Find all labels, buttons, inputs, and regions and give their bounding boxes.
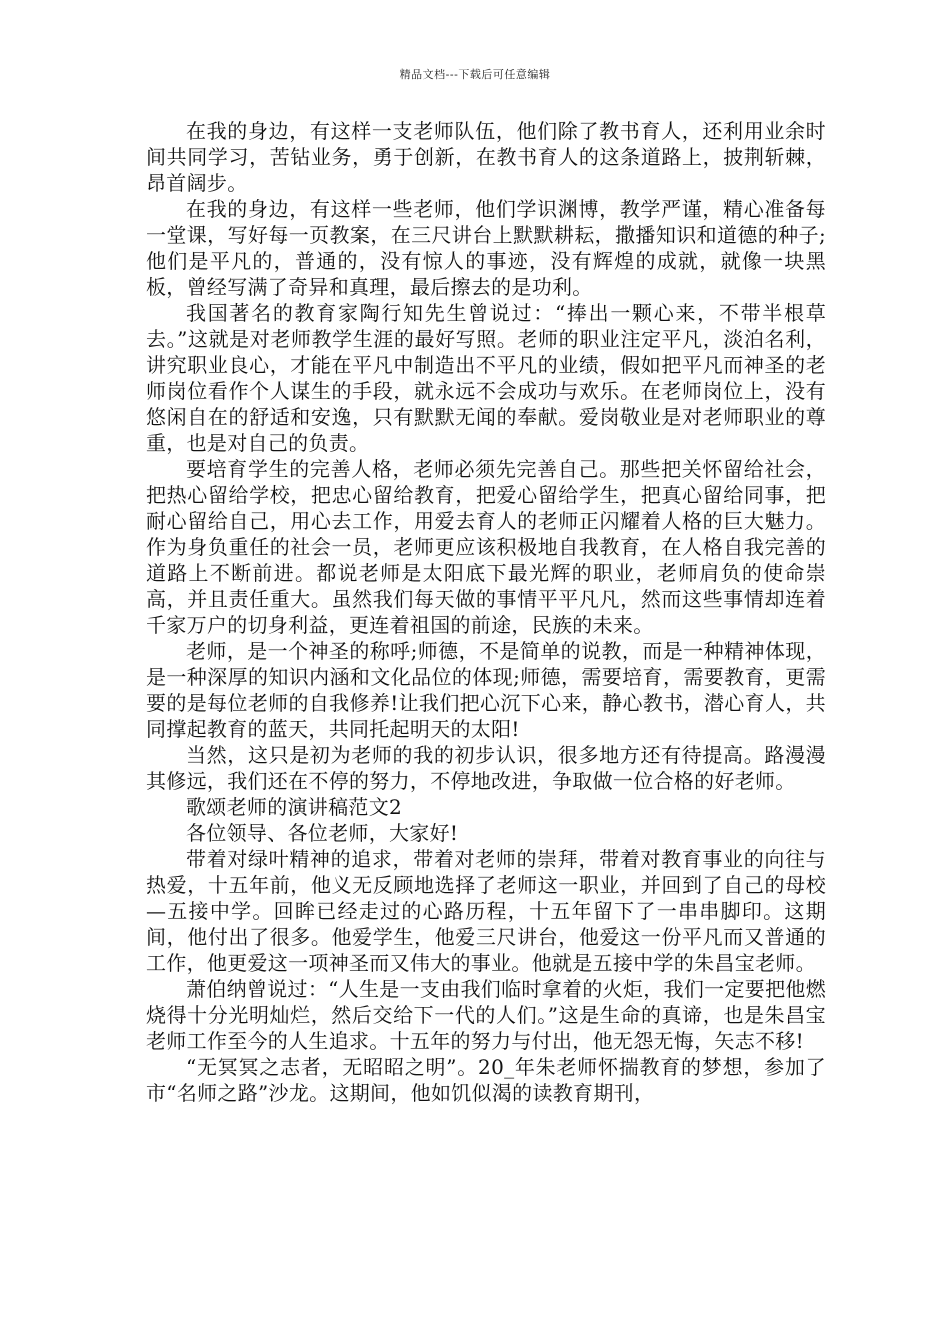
paragraph: 在我的身边，有这样一些老师，他们学识渊博，教学严谨，精心准备每一堂课，写好每一页教案，在三尺讲台上默默耕耘，撒播知识和道德的种子;他们是平凡的，普通的，没有惊人的事迹，没有辉煌的成就，就像一块黑板，曾经写满了奇异和真理，最后擦去的是功利。 [146,197,826,299]
paragraph: 在我的身边，有这样一支老师队伍，他们除了教书育人，还利用业余时间共同学习，苦钻业务，勇于创新，在教书育人的这条道路上，披荆斩棘，昂首阔步。 [146,119,826,195]
paragraph: 我国著名的教育家陶行知先生曾说过：“捧出一颗心来，不带半根草去。”这就是对老师教学生涯的最好写照。老师的职业注定平凡，淡泊名利，讲究职业良心，才能在平凡中制造出不平凡的业绩，假如把平凡而神圣的老师岗位看作个人谋生的手段，就永远不会成功与欢乐。在老师岗位上，没有悠闲自在的舒适和安逸，只有默默无闻的奉献。爱岗敬业是对老师职业的尊重，也是对自己的负责。 [146,301,826,455]
paragraph: 要培育学生的完善人格，老师必须先完善自己。那些把关怀留给社会，把热心留给学校，把忠心留给教育，把爱心留给学生，把真心留给同事，把耐心留给自己，用心去工作，用爱去育人的老师正闪耀着人格的巨大魅力。作为身负重任的社会一员，老师更应该积极地自我教育，在人格自我完善的道路上不断前进。都说老师是太阳底下最光辉的职业，老师肩负的使命崇高，并且责任重大。虽然我们每天做的事情平平凡凡，然而这些事情却连着千家万户的切身利益，更连着祖国的前途，民族的未来。 [146,457,826,637]
paragraph: 带着对绿叶精神的追求，带着对老师的崇拜，带着对教育事业的向往与热爱，十五年前，他义无反顾地选择了老师这一职业，并回到了自己的母校—五接中学。回眸已经走过的心路历程，十五年留下了一串串脚印。这期间，他付出了很多。他爱学生，他爱三尺讲台，他爱这一份平凡而又普通的工作，他更爱这一项神圣而又伟大的事业。他就是五接中学的朱昌宝老师。 [146,847,826,975]
paragraph: 老师，是一个神圣的称呼;师德，不是简单的说教，而是一种精神体现，是一种深厚的知识内涵和文化品位的体现;师德，需要培育，需要教育，更需要的是每位老师的自我修养!让我们把心沉下心来，静心教书，潜心育人，共同撑起教育的蓝天，共同托起明天的太阳! [146,639,826,741]
document-body [146,118,826,1106]
paragraph: 当然，这只是初为老师的我的初步认识，很多地方还有待提高。路漫漫其修远，我们还在不停的努力，不停地改进，争取做一位合格的好老师。 [146,743,826,793]
page-header: 精品文档---下载后可任意编辑 [399,68,551,81]
paragraph: “无冥冥之志者，无昭昭之明”。20_年朱老师怀揣教育的梦想，参加了市“名师之路”沙龙。这期间，他如饥似渴的读教育期刊， [146,1055,826,1105]
paragraph: 萧伯纳曾说过：“人生是一支由我们临时拿着的火炬，我们一定要把他燃烧得十分光明灿烂，然后交给下一代的人们。”这是生命的真谛，也是朱昌宝老师工作至今的人生追求。十五年的努力与付出，他无怨无悔，矢志不移! [146,977,826,1053]
section-title: 歌颂老师的演讲稿范文2 [186,795,403,819]
greeting: 各位领导、各位老师，大家好! [186,821,459,845]
